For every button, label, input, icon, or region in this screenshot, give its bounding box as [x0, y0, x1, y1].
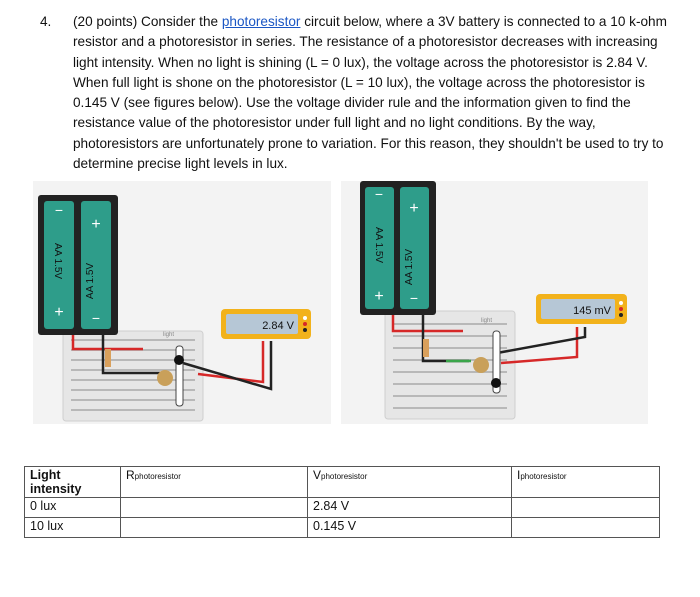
meter-port-3 [303, 328, 307, 332]
battery-2-label: AA 1.5V [404, 248, 415, 286]
meter-port-1 [619, 301, 623, 305]
cell-light: 10 lux [25, 518, 121, 538]
battery-1-minus: − [374, 186, 384, 202]
battery-1-label: AA 1.5V [52, 242, 63, 280]
problem-text [73, 12, 680, 174]
table-row [25, 518, 660, 538]
problem-statement [40, 12, 680, 174]
circuit-figure-dark [33, 181, 331, 424]
battery-1-plus: + [374, 288, 384, 305]
cell-r[interactable] [121, 518, 308, 538]
multimeter-reading: 2.84 V [262, 320, 294, 332]
meter-port-2 [619, 307, 623, 311]
photoresistor-link[interactable]: photoresistor [221, 14, 301, 29]
problem-number: 4. [40, 14, 52, 29]
header-v-photoresistor: Vphotoresistor [308, 467, 512, 498]
battery-2-minus: − [91, 310, 101, 326]
header-r-photoresistor: Rphotoresistor [121, 467, 308, 498]
meter-port-1 [303, 316, 307, 320]
battery-1-label: AA 1.5V [373, 226, 384, 264]
cell-v: 0.145 V [308, 518, 512, 538]
resistor [105, 349, 111, 367]
results-table [24, 466, 660, 538]
meter-port-3 [619, 313, 623, 317]
header-light-intensity: Light intensity [25, 467, 121, 498]
cell-i[interactable] [512, 498, 660, 518]
problem-text-start: (20 points) Consider the [73, 14, 222, 29]
battery-2-plus: + [91, 216, 101, 233]
light-slider-label: light [481, 318, 493, 324]
cell-r[interactable] [121, 498, 308, 518]
meter-port-2 [303, 322, 307, 326]
table-row [25, 498, 660, 518]
resistor [423, 339, 429, 357]
cell-i[interactable] [512, 518, 660, 538]
light-slider-label: light [163, 332, 175, 338]
circuit-diagram-dark [33, 181, 331, 424]
header-i-photoresistor: Iphotoresistor [512, 467, 660, 498]
circuit-diagram-bright [341, 181, 648, 424]
battery-2-label: AA 1.5V [85, 262, 96, 300]
cell-v: 2.84 V [308, 498, 512, 518]
battery-1-minus: − [54, 202, 64, 218]
table-header-row [25, 467, 660, 498]
battery-1-plus: + [54, 304, 64, 321]
light-slider-knob[interactable] [491, 378, 501, 388]
battery-2-minus: − [409, 290, 419, 306]
battery-2-plus: + [409, 200, 419, 217]
photoresistor [473, 357, 489, 373]
problem-text-rest: circuit below, where a 3V battery is connected to a 10 k-ohm resistor and a photoresistor in series. The resistance of a photoresistor decreases with increasing light intensity. When no light is shining (L = 0 lux), the voltage across the photoresistor is 2.84 V. When full light is shone on the photoresistor (L = 10 lux), the voltage across the photoresistor is 0.145 V (see figures below). Use the voltage divider rule and the information given to find the resistance value of the photoresistor under full light and no light conditions. By the way, photoresistors are unfortunately prone to variation. For this reason, they shouldn't be used to try to determine precise light levels in lux. [73, 14, 667, 172]
photoresistor [157, 370, 173, 386]
circuit-figure-bright [341, 181, 648, 424]
light-slider[interactable] [176, 346, 183, 406]
multimeter-reading: 145 mV [573, 305, 611, 317]
cell-light: 0 lux [25, 498, 121, 518]
light-slider-knob[interactable] [174, 355, 184, 365]
